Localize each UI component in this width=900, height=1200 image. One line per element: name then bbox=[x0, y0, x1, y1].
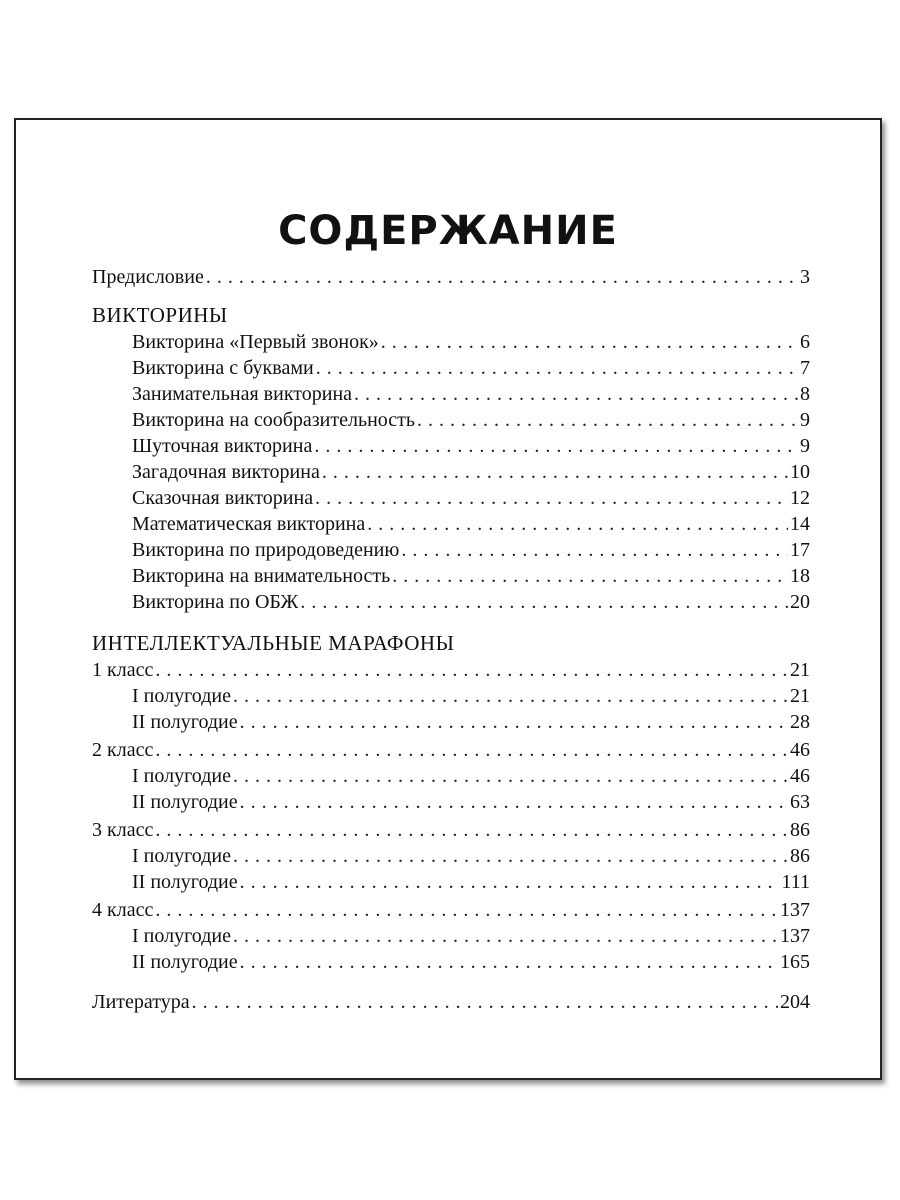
dot-leader bbox=[401, 537, 788, 563]
toc-entry-page: 165 bbox=[780, 951, 810, 973]
toc-entry-label: Занимательная викторина bbox=[132, 383, 353, 405]
toc-entry-label: Сказочная викторина bbox=[132, 487, 314, 509]
toc-entry bbox=[132, 329, 810, 355]
toc-entry-label: 4 класс bbox=[92, 899, 154, 921]
dot-leader bbox=[155, 897, 778, 923]
toc-entry bbox=[132, 709, 810, 735]
dot-leader bbox=[300, 589, 788, 615]
toc-entry-page: 21 bbox=[790, 685, 810, 707]
toc-entry-label: Загадочная викторина bbox=[132, 461, 320, 483]
toc-entry-label: I полугодие bbox=[132, 685, 231, 707]
toc-entry-page: 14 bbox=[790, 513, 810, 535]
dot-leader bbox=[367, 511, 788, 537]
table-of-contents bbox=[92, 120, 810, 1078]
toc-entry bbox=[132, 789, 810, 815]
dot-leader bbox=[381, 329, 798, 355]
toc-entry-page: 12 bbox=[790, 487, 810, 509]
toc-entry-page: 3 bbox=[800, 266, 810, 288]
dot-leader bbox=[233, 683, 788, 709]
toc-entry bbox=[132, 433, 810, 459]
toc-entry bbox=[132, 355, 810, 381]
toc-entry-page: 7 bbox=[800, 357, 810, 379]
toc-entry-page: 9 bbox=[800, 435, 810, 457]
toc-entry-literature bbox=[92, 989, 810, 1015]
toc-entry-page: 21 bbox=[790, 659, 810, 681]
dot-leader bbox=[240, 949, 778, 975]
toc-entry-grade bbox=[92, 817, 810, 843]
toc-entry bbox=[132, 923, 810, 949]
toc-entry-page: 86 bbox=[790, 845, 810, 867]
toc-entry-label: II полугодие bbox=[132, 871, 238, 893]
toc-entry-label: 3 класс bbox=[92, 819, 154, 841]
toc-entry-page: 63 bbox=[790, 791, 810, 813]
toc-entry-label: I полугодие bbox=[132, 765, 231, 787]
toc-entry-preface bbox=[92, 264, 810, 290]
toc-entry-label: Предисловие bbox=[92, 266, 204, 288]
toc-entry-page: 28 bbox=[790, 711, 810, 733]
toc-entry-label: Викторина на сообразительность bbox=[132, 409, 416, 431]
toc-entry-page: 86 bbox=[790, 819, 810, 841]
toc-entry bbox=[132, 843, 810, 869]
toc-entry-page: 20 bbox=[790, 591, 810, 613]
toc-entry bbox=[132, 763, 810, 789]
toc-entry-page: 18 bbox=[790, 565, 810, 587]
toc-entry-label: Математическая викторина bbox=[132, 513, 366, 535]
toc-entry-label: Викторина с буквами bbox=[132, 357, 314, 379]
toc-entry bbox=[132, 407, 810, 433]
dot-leader bbox=[233, 923, 778, 949]
dot-leader bbox=[417, 407, 798, 433]
toc-entry-page: 8 bbox=[800, 383, 810, 405]
toc-entry bbox=[132, 459, 810, 485]
dot-leader bbox=[322, 459, 788, 485]
toc-entry-label: Викторина по природоведению bbox=[132, 539, 400, 561]
toc-entry-label: Шуточная викторина bbox=[132, 435, 313, 457]
dot-leader bbox=[392, 563, 788, 589]
toc-entry-page: 10 bbox=[790, 461, 810, 483]
toc-entry-label: II полугодие bbox=[132, 951, 238, 973]
toc-entry-label: Викторина на внимательность bbox=[132, 565, 391, 587]
dot-leader bbox=[240, 869, 780, 895]
toc-entry-page: 111 bbox=[781, 871, 810, 893]
toc-entry-label: Литература bbox=[92, 991, 190, 1013]
toc-entry-label: II полугодие bbox=[132, 791, 238, 813]
toc-entry-page: 17 bbox=[790, 539, 810, 561]
toc-entry bbox=[132, 563, 810, 589]
dot-leader bbox=[354, 381, 798, 407]
dot-leader bbox=[233, 843, 788, 869]
dot-leader bbox=[206, 264, 798, 290]
toc-entry-page: 46 bbox=[790, 765, 810, 787]
toc-entry bbox=[132, 949, 810, 975]
section-heading-marathons: ИНТЕЛЛЕКТУАЛЬНЫЕ МАРАФОНЫ bbox=[92, 631, 455, 655]
toc-entry-label: Викторина по ОБЖ bbox=[132, 591, 299, 613]
toc-entry-label: 2 класс bbox=[92, 739, 154, 761]
toc-entry-label: 1 класс bbox=[92, 659, 154, 681]
dot-leader bbox=[192, 989, 778, 1015]
dot-leader bbox=[316, 355, 798, 381]
toc-entry bbox=[132, 485, 810, 511]
dot-leader bbox=[240, 789, 788, 815]
toc-entry-page: 137 bbox=[780, 899, 810, 921]
toc-entry-page: 46 bbox=[790, 739, 810, 761]
dot-leader bbox=[240, 709, 788, 735]
toc-entry-label: I полугодие bbox=[132, 845, 231, 867]
toc-entry-page: 137 bbox=[780, 925, 810, 947]
toc-entry bbox=[132, 869, 810, 895]
toc-entry bbox=[132, 537, 810, 563]
toc-entry-page: 204 bbox=[780, 991, 810, 1013]
page-title: СОДЕРЖАНИЕ bbox=[278, 208, 618, 254]
dot-leader bbox=[155, 817, 788, 843]
section-heading-quizzes: ВИКТОРИНЫ bbox=[92, 303, 228, 327]
toc-entry-label: I полугодие bbox=[132, 925, 231, 947]
toc-entry-page: 9 bbox=[800, 409, 810, 431]
toc-entry bbox=[132, 381, 810, 407]
dot-leader bbox=[314, 433, 798, 459]
dot-leader bbox=[155, 737, 788, 763]
toc-entry-label: II полугодие bbox=[132, 711, 238, 733]
toc-entry-label: Викторина «Первый звонок» bbox=[132, 331, 379, 353]
toc-entry-grade bbox=[92, 897, 810, 923]
dot-leader bbox=[233, 763, 788, 789]
toc-entry-grade bbox=[92, 657, 810, 683]
toc-entry-page: 6 bbox=[800, 331, 810, 353]
dot-leader bbox=[315, 485, 788, 511]
toc-entry bbox=[132, 511, 810, 537]
toc-entry-grade bbox=[92, 737, 810, 763]
document-page bbox=[14, 118, 882, 1080]
toc-entry bbox=[132, 683, 810, 709]
toc-entry bbox=[132, 589, 810, 615]
dot-leader bbox=[155, 657, 788, 683]
